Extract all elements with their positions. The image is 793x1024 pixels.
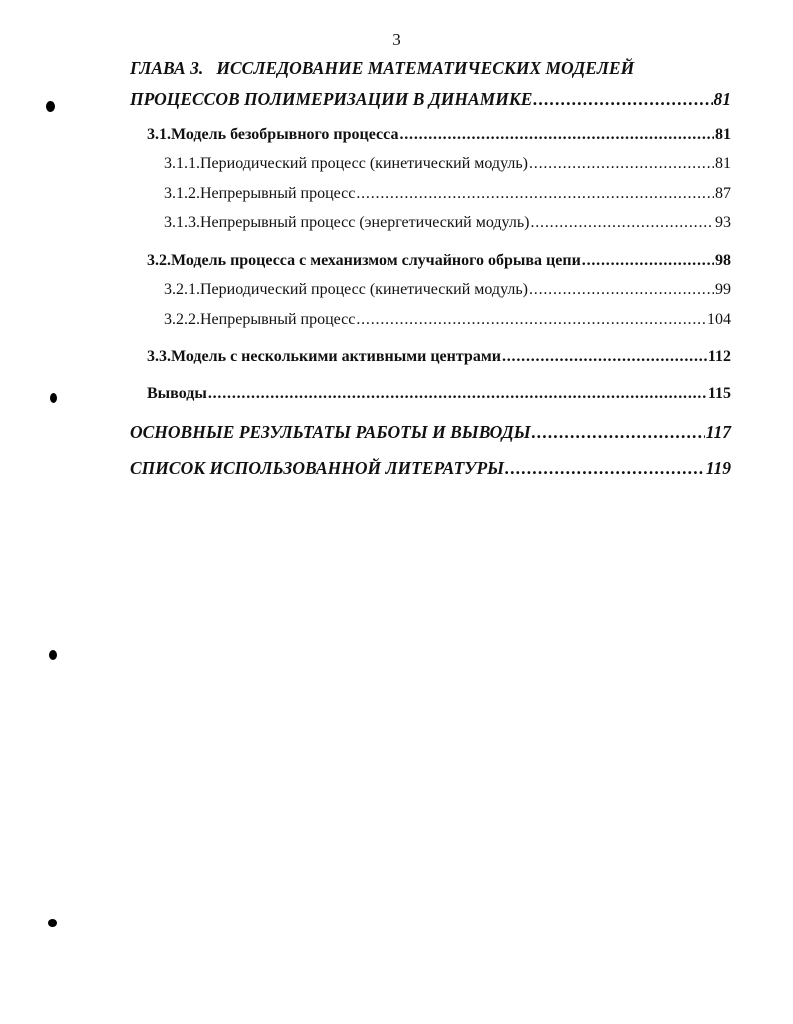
leader-dots <box>356 311 706 329</box>
subsection-page: 81 <box>715 155 731 172</box>
subsection-page: 87 <box>715 185 731 202</box>
subsection-title: Непрерывный процесс <box>200 311 356 328</box>
leader-dots <box>356 185 714 203</box>
subsection-number: 3.2.2. <box>164 311 200 328</box>
chapter3-heading-line2: ПРОЦЕССОВ ПОЛИМЕРИЗАЦИИ В ДИНАМИКЕ <box>130 89 533 109</box>
leader-dots <box>529 155 714 173</box>
section-title: Модель процесса с механизмом случайного обрыва цепи <box>171 252 581 269</box>
leader-dots <box>529 281 714 299</box>
section-page: 115 <box>707 385 731 402</box>
toc-entry-main-results[interactable] <box>130 422 731 444</box>
chapter-title: ОСНОВНЫЕ РЕЗУЛЬТАТЫ РАБОТЫ И ВЫВОДЫ <box>130 422 531 442</box>
scan-speck <box>49 650 57 660</box>
leader-dots <box>399 126 714 144</box>
toc-entry-3-1-1[interactable] <box>164 155 731 177</box>
section-page: 112 <box>707 348 731 365</box>
leader-dots <box>530 214 714 232</box>
section-page: 81 <box>715 126 731 143</box>
subsection-page: 99 <box>715 281 731 298</box>
toc-entry-chapter3[interactable] <box>130 89 731 111</box>
toc-entry-3-1-2[interactable] <box>164 185 731 207</box>
leader-dots <box>502 348 707 366</box>
chapter-page: 117 <box>705 422 731 442</box>
toc-entry-3-2-1[interactable] <box>164 281 731 303</box>
toc-entry-references[interactable] <box>130 458 731 480</box>
leader-dots <box>208 385 707 403</box>
leader-dots <box>533 89 712 110</box>
section-title: Выводы <box>147 385 207 402</box>
section-title: Модель с несколькими активными центрами <box>171 348 501 365</box>
chapter-title: СПИСОК ИСПОЛЬЗОВАННОЙ ЛИТЕРАТУРЫ <box>130 458 505 478</box>
page-number: 3 <box>392 30 401 49</box>
subsection-page: 93 <box>715 214 731 231</box>
section-title: Модель безобрывного процесса <box>171 126 399 143</box>
section-number: 3.3. <box>147 348 171 365</box>
subsection-number: 3.1.3. <box>164 214 200 231</box>
subsection-number: 3.1.2. <box>164 185 200 202</box>
subsection-title: Периодический процесс (кинетический модуль) <box>200 281 528 298</box>
chapter-page: 119 <box>705 458 731 478</box>
subsection-title: Непрерывный процесс (энергетический модуль) <box>200 214 530 231</box>
scan-speck <box>46 101 55 112</box>
subsection-title: Непрерывный процесс <box>200 185 356 202</box>
scan-speck <box>50 393 57 403</box>
subsection-number: 3.1.1. <box>164 155 200 172</box>
chapter3-page: 81 <box>713 89 731 109</box>
toc-entry-3-2-2[interactable] <box>164 311 731 333</box>
leader-dots <box>505 458 705 479</box>
section-number: 3.2. <box>147 252 171 269</box>
leader-dots <box>582 252 714 270</box>
section-number: 3.1. <box>147 126 171 143</box>
toc-entry-3-1-3[interactable] <box>164 214 731 236</box>
toc-entry-3-2[interactable] <box>147 252 731 274</box>
subsection-page: 104 <box>707 311 731 328</box>
subsection-title: Периодический процесс (кинетический модуль) <box>200 155 528 172</box>
leader-dots <box>532 422 705 443</box>
toc-entry-conclusions[interactable] <box>147 385 731 407</box>
toc-entry-3-3[interactable] <box>147 348 731 370</box>
section-page: 98 <box>715 252 731 269</box>
toc-entry-3-1[interactable] <box>147 126 731 148</box>
subsection-number: 3.2.1. <box>164 281 200 298</box>
chapter3-heading-line1: ГЛАВА 3. ИССЛЕДОВАНИЕ МАТЕМАТИЧЕСКИХ МОДЕЛЕЙ <box>130 58 635 78</box>
scan-speck <box>48 919 57 927</box>
